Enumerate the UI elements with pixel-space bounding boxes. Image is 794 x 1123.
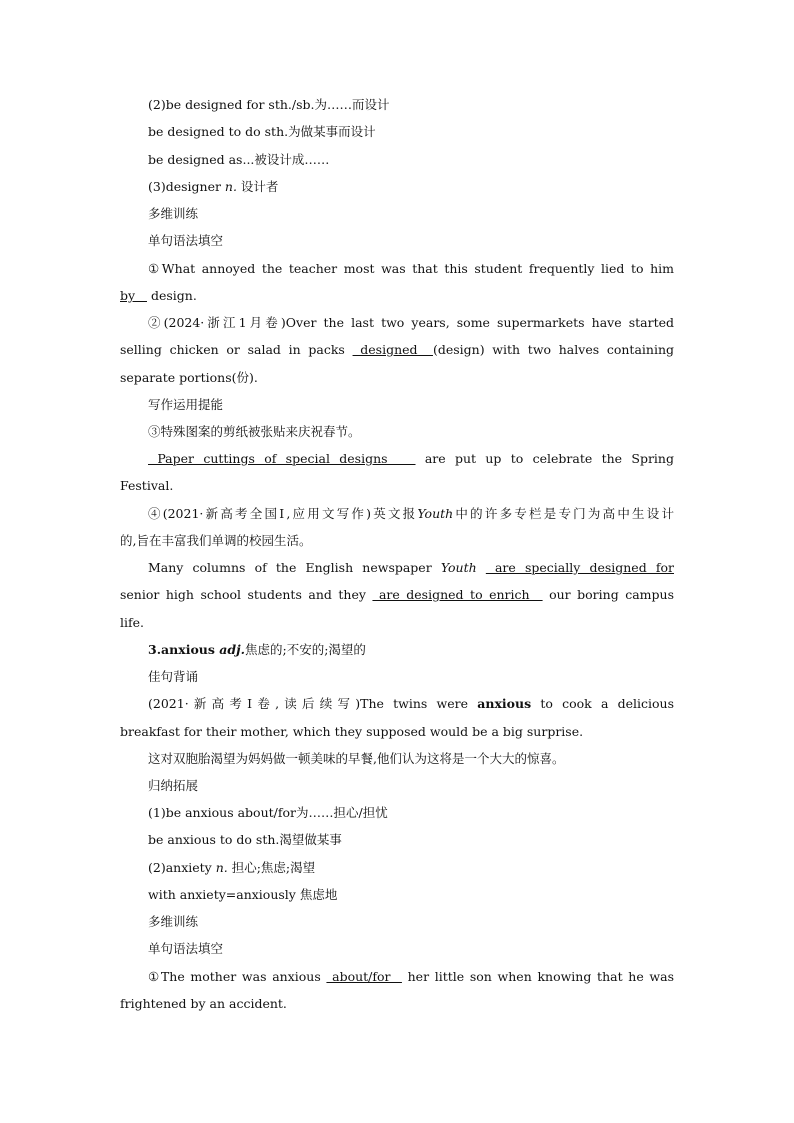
answer-blank: by xyxy=(120,288,147,303)
text-line xyxy=(148,968,674,986)
text-line: be anxious to do sth.渴望做某事 xyxy=(148,832,342,847)
text-line xyxy=(148,450,674,468)
section-heading: 归纳拓展 xyxy=(148,778,199,793)
text-line: ①What annoyed the teacher most was that this student frequently lied to him xyxy=(148,261,674,276)
vocab-definition: 焦虑的;不安的;渴望的 xyxy=(244,642,366,657)
section-heading: 单句语法填空 xyxy=(148,941,224,956)
part-of-speech: adj. xyxy=(219,642,245,657)
text-segment: to cook a delicious xyxy=(531,696,675,711)
text-line: separate portions(份). xyxy=(120,370,258,385)
text-segment: selling chicken or salad in packs xyxy=(120,342,353,357)
italic-text: Youth xyxy=(440,560,477,575)
section-heading: 多维训练 xyxy=(148,206,199,221)
text-segment: are put up to celebrate the Spring xyxy=(415,451,674,466)
section-heading: 写作运用提能 xyxy=(148,397,224,412)
section-heading: 单句语法填空 xyxy=(148,233,224,248)
text-line: Festival. xyxy=(120,478,174,493)
text-line: life. xyxy=(120,615,144,630)
text-line xyxy=(120,341,674,359)
text-segment: Many columns of the English newspaper xyxy=(148,560,441,575)
text-line: (2)be designed for sth./sb.为……而设计 xyxy=(148,97,390,112)
text-line: frightened by an accident. xyxy=(120,996,287,1011)
text-segment xyxy=(477,560,486,575)
vocab-word: 3.anxious xyxy=(148,642,220,657)
answer-blank: about/for xyxy=(326,969,402,984)
text-line: ②(2024·浙江1月卷)Over the last two years, some supermarkets have started xyxy=(148,315,674,330)
text-line: (1)be anxious about/for为……担心/担忧 xyxy=(148,805,388,820)
text-line xyxy=(148,505,674,523)
text-segment: senior high school students and they xyxy=(120,587,373,602)
text-segment: 设计者 xyxy=(236,179,279,194)
text-segment: 中的许多专栏是专门为高中生设计 xyxy=(453,506,674,521)
text-line xyxy=(148,859,674,877)
text-line xyxy=(148,695,674,713)
text-segment: ①The mother was anxious xyxy=(148,969,327,984)
answer-blank: Paper cuttings of special designs xyxy=(148,451,416,466)
text-line xyxy=(120,586,674,604)
answer-blank: are designed to enrich xyxy=(372,587,543,602)
text-segment: (2)anxiety xyxy=(148,860,216,875)
text-line: ③特殊图案的剪纸被张贴来庆祝春节。 xyxy=(148,424,361,439)
answer-blank: are specially designed for xyxy=(485,560,674,575)
italic-text: Youth xyxy=(417,506,454,521)
text-line: be designed to do sth.为做某事而设计 xyxy=(148,124,376,139)
bold-text: anxious xyxy=(477,696,532,711)
text-line xyxy=(148,178,674,196)
text-line: 这对双胞胎渴望为妈妈做一顿美味的早餐,他们认为这将是一个大大的惊喜。 xyxy=(148,751,565,766)
text-line: breakfast for their mother, which they supposed would be a big surprise. xyxy=(120,724,584,739)
answer-blank: designed xyxy=(352,342,433,357)
text-segment: (2021·新高考Ⅰ卷,读后续写)The twins were xyxy=(148,696,478,711)
text-line: with anxiety=anxiously 焦虑地 xyxy=(148,887,338,902)
text-segment: (design) with two halves containing xyxy=(432,342,674,357)
text-line xyxy=(148,559,674,577)
text-segment: (3)designer xyxy=(148,179,225,194)
text-segment: ④(2021·新高考全国Ⅰ,应用文写作)英文报 xyxy=(148,506,418,521)
text-segment: her little son when knowing that he was xyxy=(401,969,674,984)
text-segment: 担心;焦虑;渴望 xyxy=(227,860,316,875)
vocab-heading xyxy=(148,641,674,659)
text-line: be designed as...被设计成…… xyxy=(148,152,330,167)
text-segment: our boring campus xyxy=(542,587,674,602)
text-line: 的,旨在丰富我们单调的校园生活。 xyxy=(120,533,312,548)
section-heading: 多维训练 xyxy=(148,914,199,929)
text-line xyxy=(120,287,674,305)
section-heading: 佳句背诵 xyxy=(148,669,199,684)
italic-text: n. xyxy=(215,860,228,875)
text-segment: design. xyxy=(146,288,197,303)
italic-text: n. xyxy=(224,179,237,194)
